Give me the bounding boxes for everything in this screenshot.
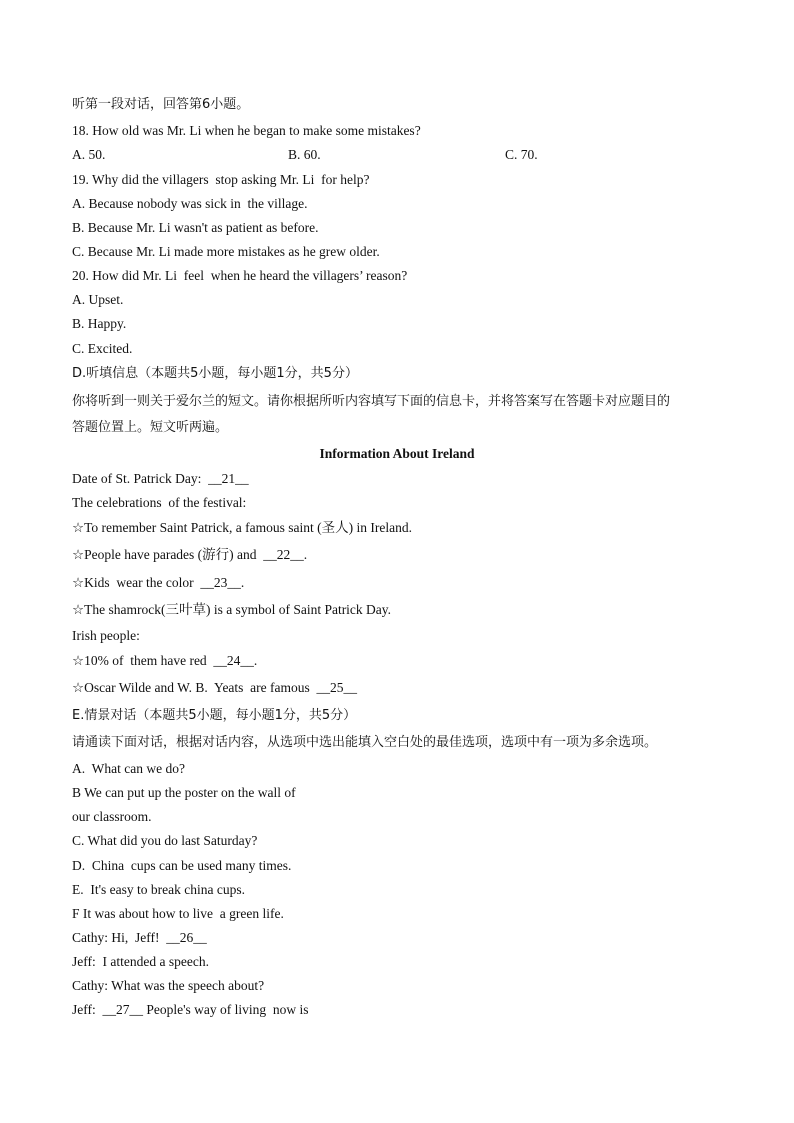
info-line-shamrock: ☆The shamrock(三叶草) is a symbol of Saint Patrick Day. — [72, 602, 392, 617]
question-18: 18. How old was Mr. Li when he began to make some mistakes? — [72, 123, 421, 138]
dialogue-option-c: C. What did you do last Saturday? — [72, 833, 258, 848]
q20-option-b: B. Happy. — [72, 316, 127, 331]
dialogue-line-jeff-1: Jeff: I attended a speech. — [72, 954, 209, 969]
info-line-date: Date of St. Patrick Day: __21__ — [72, 471, 249, 486]
q18-option-b: B. 60. — [288, 147, 321, 162]
q19-option-c: C. Because Mr. Li made more mistakes as he grew older. — [72, 244, 380, 259]
q20-option-c: C. Excited. — [72, 341, 133, 356]
dialogue-option-b: B We can put up the poster on the wall of — [72, 785, 296, 800]
section-d-instruction-2: 答题位置上。短文听两遍。 — [72, 420, 229, 435]
dialogue-line-cathy-2: Cathy: What was the speech about? — [72, 978, 265, 993]
section-d-instruction-1: 你将听到一则关于爱尔兰的短文。请你根据所听内容填写下面的信息卡，并将答案写在答题卡对应题目的 — [72, 394, 671, 409]
info-line-irish-people: Irish people: — [72, 628, 140, 643]
info-line-celebrations: The celebrations of the festival: — [72, 495, 247, 510]
dialogue-option-b-cont: our classroom. — [72, 809, 152, 824]
q18-option-c: C. 70. — [505, 147, 538, 162]
q18-option-a: A. 50. — [72, 147, 106, 162]
question-19: 19. Why did the villagers stop asking Mr. Li for help? — [72, 172, 370, 187]
dialogue-option-d: D. China cups can be used many times. — [72, 858, 292, 873]
info-card-title: Information About Ireland — [319, 446, 475, 461]
info-line-remember: ☆To remember Saint Patrick, a famous saint (圣人) in Ireland. — [72, 520, 412, 535]
question-20: 20. How did Mr. Li feel when he heard the villagers’ reason? — [72, 268, 408, 283]
info-line-red: ☆10% of them have red __24__. — [72, 653, 258, 668]
section-e-heading: E.情景对话（本题共5小题，每小题1分，共5分） — [72, 708, 357, 723]
q19-option-b: B. Because Mr. Li wasn't as patient as before. — [72, 220, 319, 235]
info-line-famous: ☆Oscar Wilde and W. B. Yeats are famous __25__ — [72, 680, 358, 695]
section-d-heading: D.听填信息（本题共5小题，每小题1分，共5分） — [72, 366, 358, 381]
dialogue-option-f: F It was about how to live a green life. — [72, 906, 284, 921]
listening-intro: 听第一段对话，回答第6小题。 — [72, 97, 250, 112]
dialogue-option-a: A. What can we do? — [72, 761, 185, 776]
info-line-parades: ☆People have parades (游行) and __22__. — [72, 547, 308, 562]
q20-option-a: A. Upset. — [72, 292, 124, 307]
dialogue-option-e: E. It's easy to break china cups. — [72, 882, 246, 897]
q19-option-a: A. Because nobody was sick in the village. — [72, 196, 308, 211]
dialogue-line-jeff-2: Jeff: __27__ People's way of living now is — [72, 1002, 309, 1017]
info-line-color: ☆Kids wear the color __23__. — [72, 575, 245, 590]
section-e-instruction: 请通读下面对话，根据对话内容，从选项中选出能填入空白处的最佳选项，选项中有一项为多余选项。 — [72, 735, 658, 750]
dialogue-line-cathy-1: Cathy: Hi, Jeff! __26__ — [72, 930, 207, 945]
